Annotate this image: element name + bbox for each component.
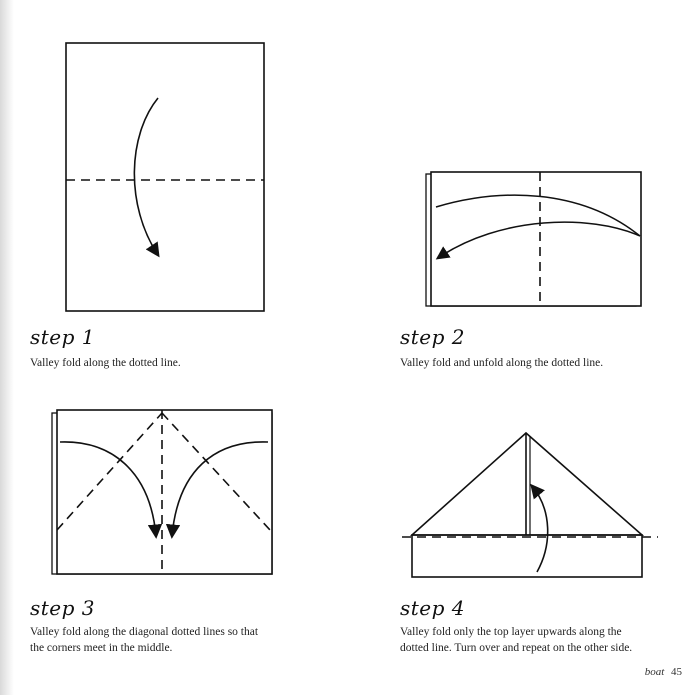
step-4-label: step 4 bbox=[400, 596, 466, 620]
step-1-text: Valley fold along the dotted line. bbox=[30, 357, 181, 369]
step-3-diagram bbox=[52, 410, 272, 574]
paper-sheet bbox=[66, 43, 264, 311]
triangle-top bbox=[412, 433, 642, 535]
step-4-diagram bbox=[402, 433, 658, 577]
step-2-label: step 2 bbox=[400, 325, 466, 349]
fold-arrow bbox=[134, 98, 158, 255]
fold-arrow-up bbox=[532, 486, 548, 572]
step-2-text: Valley fold and unfold along the dotted line. bbox=[400, 357, 604, 369]
step-4-text bbox=[400, 624, 632, 656]
step-1-label: step 1 bbox=[30, 325, 96, 349]
step-3-text-line-1: Valley fold along the diagonal dotted lines so that bbox=[30, 626, 259, 638]
step-3-text-line-2: the corners meet in the middle. bbox=[30, 642, 173, 654]
bottom-strip bbox=[412, 535, 642, 577]
step-4-text-line-1: Valley fold only the top layer upwards along the bbox=[400, 626, 622, 638]
footer-word: boat bbox=[644, 666, 665, 678]
page-number: 45 bbox=[671, 666, 682, 678]
step-3-text bbox=[30, 624, 258, 656]
step-4-text-line-2: dotted line. Turn over and repeat on the other side. bbox=[400, 642, 633, 654]
paper-sheet bbox=[431, 172, 641, 306]
page-footer bbox=[645, 666, 682, 678]
paper-sheet bbox=[57, 410, 272, 574]
step-2-diagram bbox=[426, 172, 641, 306]
step-3-label: step 3 bbox=[30, 596, 96, 620]
step-1-diagram bbox=[66, 43, 264, 311]
